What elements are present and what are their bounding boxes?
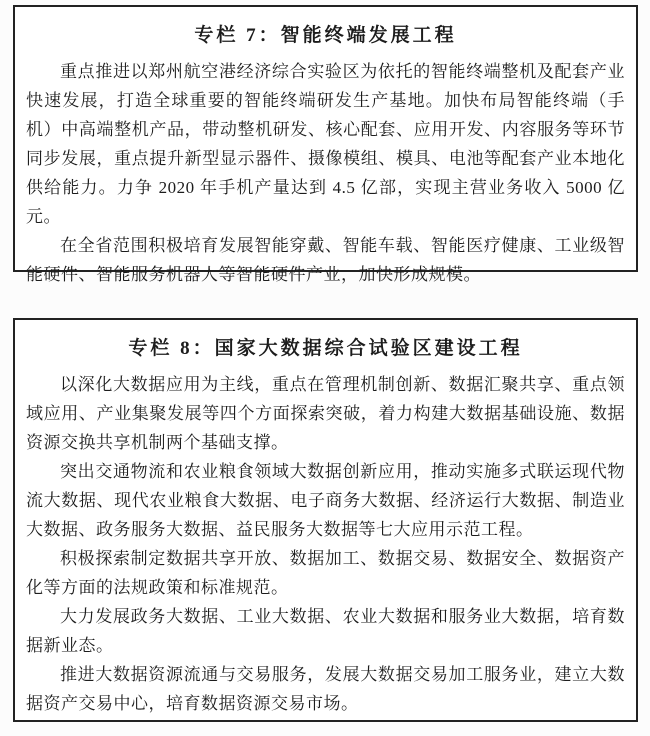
special-column-8-paragraph-1: 以深化大数据应用为主线，重点在管理机制创新、数据汇聚共享、重点领域应用、产业集聚发展等四个方面探索突破，着力构建大数据基础设施、数据资源交换共享机制两个基础支撑。 <box>26 375 625 452</box>
special-column-7-paragraph-2: 在全省范围积极培育发展智能穿戴、智能车载、智能医疗健康、工业级智能硬件、智能服务机器人等智能硬件产业，加快形成规模。 <box>26 236 625 284</box>
special-column-8-paragraph-5: 推进大数据资源流通与交易服务，发展大数据交易加工服务业，建立大数据资产交易中心，培育数据资源交易市场。 <box>26 665 625 713</box>
special-column-8-title: 专栏 8：国家大数据综合试验区建设工程 <box>128 338 523 359</box>
special-column-7-title: 专栏 7：智能终端发展工程 <box>194 25 457 46</box>
special-column-8-paragraph-4: 大力发展政务大数据、工业大数据、农业大数据和服务业大数据，培育数据新业态。 <box>26 607 625 655</box>
special-column-7-panel <box>13 5 638 284</box>
special-column-7-paragraph-1: 重点推进以郑州航空港经济综合实验区为依托的智能终端整机及配套产业快速发展，打造全球重要的智能终端研发生产基地。加快布局智能终端（手机）中高端整机产品，带动整机研发、核心配套、应用开发、内容服务等环节同步发展，重点提升新型显示器件、摄像模组、模具、电池等配套产业本地化供给能力。力争 2020 年手机产量达到 4.5 亿部，实现主营业务收入 5000 亿元。 <box>26 62 625 226</box>
special-column-8-panel <box>13 318 638 722</box>
special-column-8-paragraph-2: 突出交通物流和农业粮食领域大数据创新应用，推动实施多式联运现代物流大数据、现代农业粮食大数据、电子商务大数据、经济运行大数据、制造业大数据、政务服务大数据、益民服务大数据等七大应用示范工程。 <box>26 462 625 539</box>
special-column-8-paragraph-3: 积极探索制定数据共享开放、数据加工、数据交易、数据安全、数据资产化等方面的法规政策和标准规范。 <box>26 549 625 597</box>
